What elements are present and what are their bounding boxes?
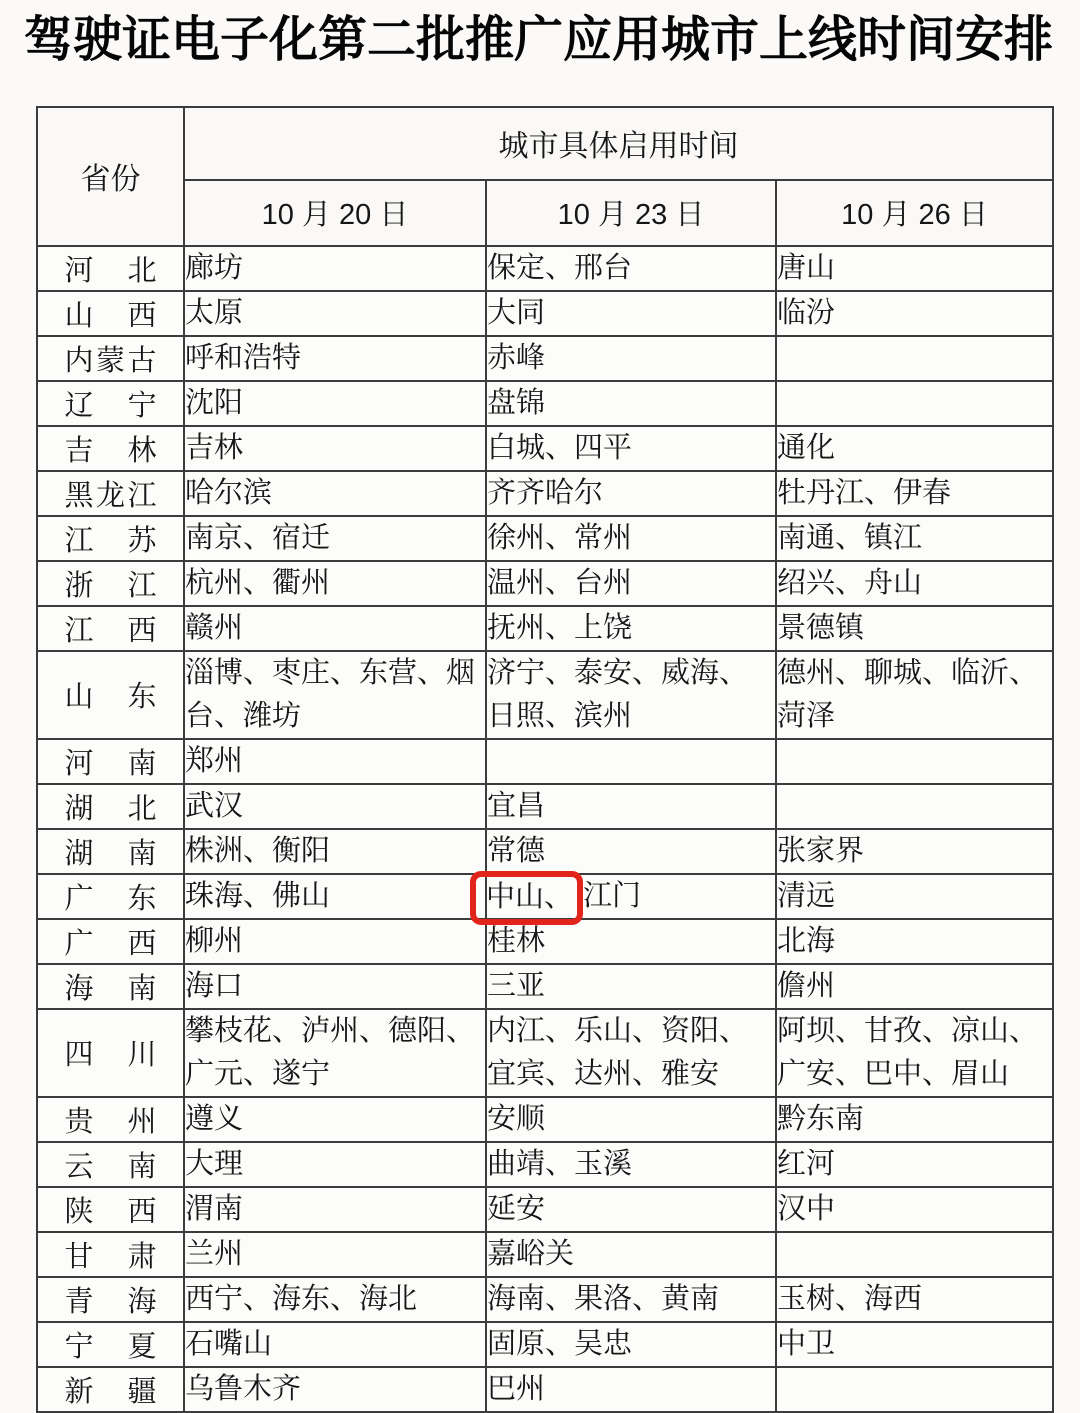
cell-oct26: 临汾: [776, 291, 1053, 336]
cell-oct26: 南通、镇江: [776, 516, 1053, 561]
province-name: 辽宁: [64, 389, 157, 422]
province-cell: [37, 1322, 184, 1367]
province-name: 青海: [64, 1285, 157, 1318]
province-cell: [37, 1277, 184, 1322]
province-name: 甘肃: [64, 1240, 157, 1273]
province-name: 广东: [64, 882, 157, 915]
cell-oct26: 汉中: [776, 1187, 1053, 1232]
cell-oct20: 西宁、海东、海北: [184, 1277, 486, 1322]
province-cell: [37, 739, 184, 784]
cell-oct20: 攀枝花、泸州、德阳、广元、遂宁: [184, 1009, 486, 1097]
cell-oct23: 内江、乐山、资阳、宜宾、达州、雅安: [486, 1009, 776, 1097]
group-header-cell: 城市具体启用时间: [184, 107, 1053, 180]
date-header-oct26: 10 月 26 日: [776, 180, 1053, 246]
table-body: [37, 246, 1053, 1412]
cell-oct26: 绍兴、舟山: [776, 561, 1053, 606]
highlight-box: 中山、: [470, 871, 583, 925]
cell-oct20: 海口: [184, 964, 486, 1009]
province-name: 河南: [64, 747, 157, 780]
table-row: [37, 1142, 1053, 1187]
province-cell: [37, 561, 184, 606]
cell-oct23: 大同: [486, 291, 776, 336]
province-name: 陕西: [64, 1195, 157, 1228]
province-cell: [37, 426, 184, 471]
table-row: [37, 381, 1053, 426]
province-name: 江苏: [64, 524, 157, 557]
schedule-table: [36, 106, 1054, 1413]
province-name: 云南: [64, 1150, 157, 1183]
province-cell: [37, 964, 184, 1009]
province-cell: [37, 606, 184, 651]
cell-oct26: 景德镇: [776, 606, 1053, 651]
cell-oct26: 阿坝、甘孜、凉山、广安、巴中、眉山: [776, 1009, 1053, 1097]
province-name: 宁夏: [64, 1330, 157, 1363]
province-name: 广西: [64, 927, 157, 960]
table-row: [37, 651, 1053, 739]
table-row: [37, 1322, 1053, 1367]
province-cell: [37, 1187, 184, 1232]
table-row: [37, 1009, 1053, 1097]
cell-oct26: 儋州: [776, 964, 1053, 1009]
cell-oct23: 安顺: [486, 1097, 776, 1142]
table-row: [37, 516, 1053, 561]
cell-oct20: 沈阳: [184, 381, 486, 426]
table-row: [37, 471, 1053, 516]
table-row: [37, 336, 1053, 381]
cell-oct20: 呼和浩特: [184, 336, 486, 381]
cell-oct26: 玉树、海西: [776, 1277, 1053, 1322]
cell-oct23: 固原、吴忠: [486, 1322, 776, 1367]
table-row: [37, 1097, 1053, 1142]
cell-oct20: 株洲、衡阳: [184, 829, 486, 874]
cell-oct26: 唐山: [776, 246, 1053, 291]
date-header-oct23: 10 月 23 日: [486, 180, 776, 246]
province-cell: [37, 1367, 184, 1412]
province-cell: [37, 919, 184, 964]
table-row: [37, 919, 1053, 964]
table-row: [37, 426, 1053, 471]
province-cell: [37, 1097, 184, 1142]
province-cell: [37, 336, 184, 381]
cell-oct23: 抚州、上饶: [486, 606, 776, 651]
cell-oct23: 海南、果洛、黄南: [486, 1277, 776, 1322]
cell-oct23: 温州、台州: [486, 561, 776, 606]
table-row: [37, 829, 1053, 874]
province-name: 湖南: [64, 837, 157, 870]
cell-oct20: 郑州: [184, 739, 486, 784]
cell-oct26: 中卫: [776, 1322, 1053, 1367]
cell-oct26: [776, 1367, 1053, 1412]
table-row: [37, 246, 1053, 291]
province-cell: [37, 246, 184, 291]
cell-oct20: 廊坊: [184, 246, 486, 291]
table-row: [37, 1187, 1053, 1232]
province-name: 内蒙古: [64, 344, 157, 377]
province-cell: [37, 651, 184, 739]
cell-oct23: 桂林: [486, 919, 776, 964]
cell-oct20: 哈尔滨: [184, 471, 486, 516]
cell-oct20: 渭南: [184, 1187, 486, 1232]
cell-oct20: 柳州: [184, 919, 486, 964]
province-cell: [37, 829, 184, 874]
cell-oct26: [776, 739, 1053, 784]
cell-oct23: 宜昌: [486, 784, 776, 829]
province-name: 山东: [64, 681, 157, 714]
cell-oct23: 常德: [486, 829, 776, 874]
table-row: [37, 874, 1053, 919]
table-row: [37, 291, 1053, 336]
cell-oct20: 珠海、佛山: [184, 874, 486, 919]
table-row: [37, 739, 1053, 784]
province-name: 浙江: [64, 569, 157, 602]
province-cell: [37, 874, 184, 919]
cell-oct20: 吉林: [184, 426, 486, 471]
cell-oct20: 乌鲁木齐: [184, 1367, 486, 1412]
province-name: 河北: [64, 254, 157, 287]
table-row: [37, 1232, 1053, 1277]
cell-oct20: 赣州: [184, 606, 486, 651]
cell-oct26: 红河: [776, 1142, 1053, 1187]
cell-oct23: [486, 739, 776, 784]
province-name: 新疆: [64, 1375, 157, 1408]
province-cell: [37, 471, 184, 516]
cell-oct23: 赤峰: [486, 336, 776, 381]
cell-oct23: 济宁、泰安、威海、日照、滨州: [486, 651, 776, 739]
cell-oct26: [776, 784, 1053, 829]
highlight-rest-text: 江门: [583, 879, 642, 912]
province-cell: [37, 784, 184, 829]
cell-oct23: 盘锦: [486, 381, 776, 426]
province-name: 黑龙江: [64, 479, 157, 512]
cell-oct26: 清远: [776, 874, 1053, 919]
province-name: 贵州: [64, 1105, 157, 1138]
header-row-group: [37, 107, 1053, 180]
province-name: 海南: [64, 972, 157, 1005]
province-cell: [37, 291, 184, 336]
cell-oct20: 石嘴山: [184, 1322, 486, 1367]
cell-oct23: 齐齐哈尔: [486, 471, 776, 516]
province-name: 湖北: [64, 792, 157, 825]
cell-oct26: 黔东南: [776, 1097, 1053, 1142]
cell-oct23: 徐州、常州: [486, 516, 776, 561]
cell-oct20: 杭州、衢州: [184, 561, 486, 606]
province-header-cell: 省份: [37, 107, 184, 246]
province-cell: [37, 516, 184, 561]
table-row: [37, 964, 1053, 1009]
cell-oct23: 巴州: [486, 1367, 776, 1412]
province-name: 山西: [64, 299, 157, 332]
cell-oct23: 保定、邢台: [486, 246, 776, 291]
cell-oct26: 北海: [776, 919, 1053, 964]
cell-oct20: 遵义: [184, 1097, 486, 1142]
table-row: [37, 784, 1053, 829]
province-name: 四川: [64, 1039, 157, 1072]
province-cell: [37, 1009, 184, 1097]
table-row: [37, 1277, 1053, 1322]
cell-oct23: 曲靖、玉溪: [486, 1142, 776, 1187]
province-cell: [37, 1142, 184, 1187]
cell-oct23: 三亚: [486, 964, 776, 1009]
cell-oct23: 白城、四平: [486, 426, 776, 471]
cell-oct23: 延安: [486, 1187, 776, 1232]
cell-oct26: 牡丹江、伊春: [776, 471, 1053, 516]
province-name: 江西: [64, 614, 157, 647]
page-title: 驾驶证电子化第二批推广应用城市上线时间安排: [24, 13, 1054, 67]
header-row-dates: [37, 180, 1053, 246]
date-header-oct20: 10 月 20 日: [184, 180, 486, 246]
cell-oct26: 张家界: [776, 829, 1053, 874]
province-name: 吉林: [64, 434, 157, 467]
cell-oct20: 兰州: [184, 1232, 486, 1277]
table-row: [37, 561, 1053, 606]
cell-oct23: 嘉峪关: [486, 1232, 776, 1277]
cell-oct26: 德州、聊城、临沂、菏泽: [776, 651, 1053, 739]
cell-oct26: 通化: [776, 426, 1053, 471]
table-row: [37, 1367, 1053, 1412]
cell-oct23: [486, 874, 776, 919]
cell-oct20: 太原: [184, 291, 486, 336]
cell-oct26: [776, 1232, 1053, 1277]
cell-oct20: 淄博、枣庄、东营、烟台、潍坊: [184, 651, 486, 739]
province-cell: [37, 1232, 184, 1277]
cell-oct20: 南京、宿迁: [184, 516, 486, 561]
cell-oct20: 大理: [184, 1142, 486, 1187]
table-row: [37, 606, 1053, 651]
province-cell: [37, 381, 184, 426]
cell-oct20: 武汉: [184, 784, 486, 829]
table-header: [37, 107, 1053, 246]
cell-oct26: [776, 336, 1053, 381]
cell-oct26: [776, 381, 1053, 426]
